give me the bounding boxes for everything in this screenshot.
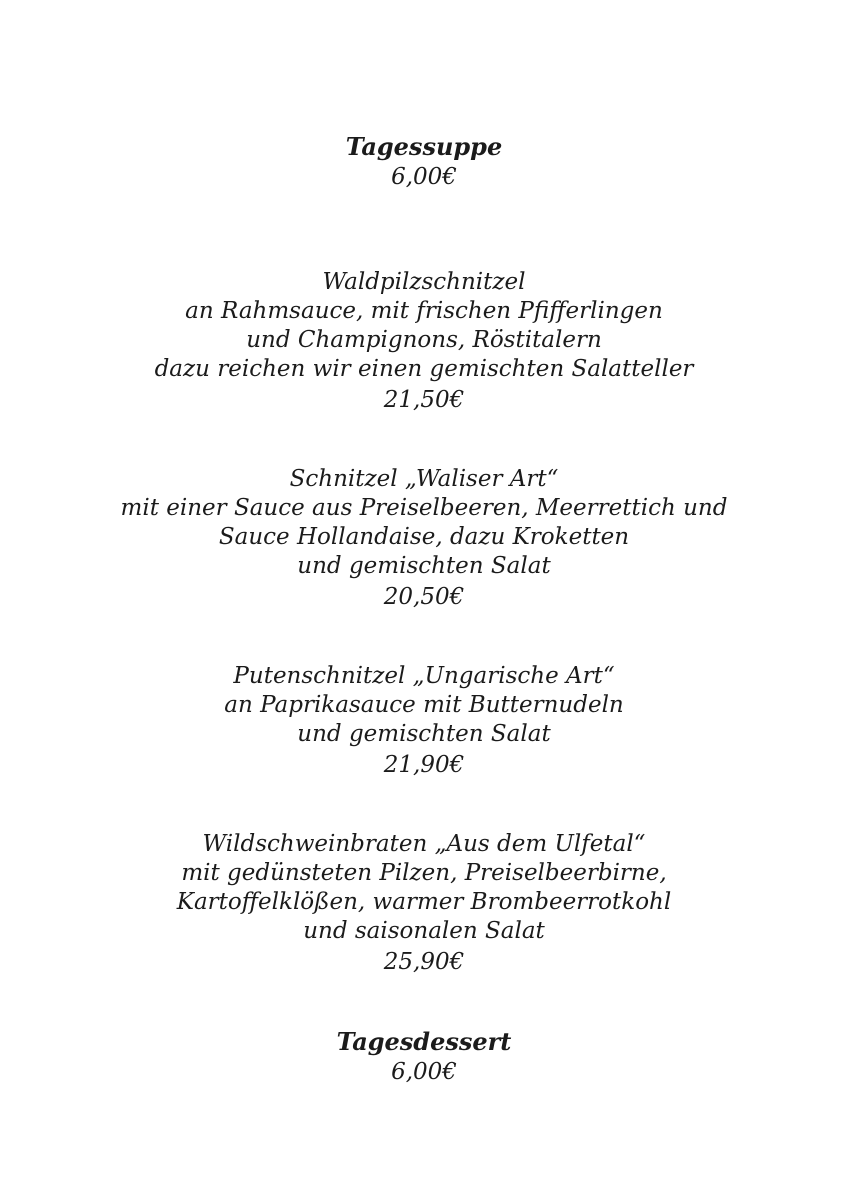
menu-item-description-line: Kartoffelklößen, warmer Brombeerrotkohl (176, 889, 672, 915)
menu-item-description-line: und gemischten Salat (297, 553, 551, 579)
menu-item-tagessuppe (34, 132, 814, 192)
menu-item-description-line: Sauce Hollandaise, dazu Kroketten (218, 524, 630, 550)
menu-item-price: 6,00€ (391, 1059, 457, 1085)
menu-item-wildschweinbraten (34, 830, 814, 977)
menu-item-title: Waldpilzschnitzel (322, 269, 526, 295)
menu-item-description-line: und Champignons, Röstitalern (246, 327, 602, 353)
menu-item-price: 21,90€ (383, 752, 465, 778)
menu-item-title: Schnitzel „Waliser Art“ (289, 466, 559, 492)
menu-item-description-line: an Rahmsauce, mit frischen Pfifferlingen (185, 298, 663, 324)
menu-item-schnitzel-waliser-art (34, 465, 814, 612)
menu-item-price: 20,50€ (383, 584, 465, 610)
menu-item-title: Putenschnitzel „Ungarische Art“ (233, 663, 615, 689)
menu-item-tagesdessert (34, 1027, 814, 1087)
menu-item-price: 25,90€ (383, 949, 465, 975)
menu-item-putenschnitzel (34, 662, 814, 780)
menu-item-waldpilzschnitzel (34, 268, 814, 415)
menu-item-description-line: dazu reichen wir einen gemischten Salatteller (154, 356, 694, 382)
menu-item-title: Wildschweinbraten „Aus dem Ulfetal“ (202, 831, 646, 857)
menu-item-description-line: mit einer Sauce aus Preiselbeeren, Meerrettich und (120, 495, 728, 521)
menu-item-description-line: mit gedünsteten Pilzen, Preiselbeerbirne, (181, 860, 667, 886)
menu-item-title: Tagessuppe (345, 132, 503, 161)
menu-item-description-line: und gemischten Salat (297, 721, 551, 747)
menu-item-description-line: an Paprikasauce mit Butternudeln (224, 692, 624, 718)
menu-item-price: 6,00€ (391, 164, 457, 190)
menu-item-price: 21,50€ (383, 387, 465, 413)
menu-item-description-line: und saisonalen Salat (303, 918, 545, 944)
menu-item-title: Tagesdessert (336, 1027, 512, 1056)
